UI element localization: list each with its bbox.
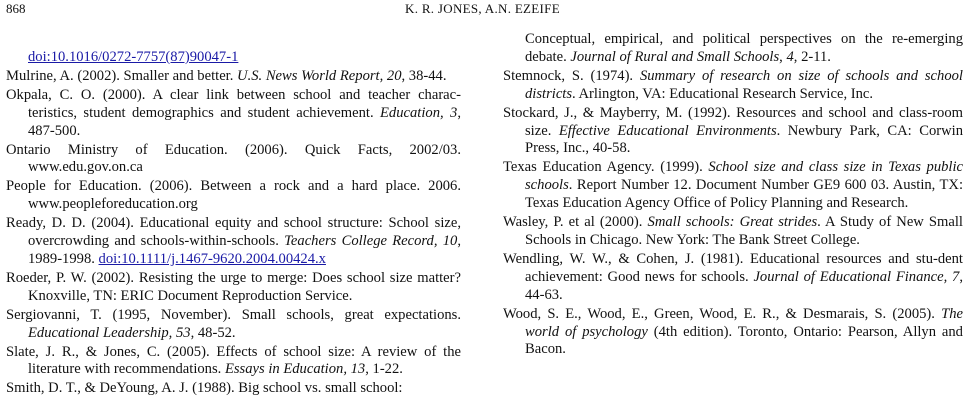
reference-text: . Arlington, VA: Educational Research Service, Inc. — [572, 85, 874, 102]
reference-entry — [6, 49, 461, 67]
reference-entry — [6, 178, 461, 214]
reference-entry — [6, 68, 461, 86]
reference-italic-text: Summary of research on size of schools and school districts — [525, 67, 963, 102]
reference-text: . A Study of New Small Schools in Chicago. New York: The Bank Street College. — [525, 214, 963, 248]
reference-text: Sergiovanni, T. (1995, November). Small schools, great expectations. — [6, 306, 461, 323]
reference-text: People for Education. (2006). Between a rock and a hard place. 2006. www.peopleforeducation.org — [6, 178, 461, 213]
running-head: K. R. JONES, A.N. EZEIFE — [405, 1, 560, 16]
reference-text: Wood, S. E., Wood, E., Green, Wood, E. R., & Desmarais, S. (2005). — [503, 305, 942, 322]
reference-entry — [6, 142, 461, 178]
reference-text: (4th edition). Toronto, Ontario: Pearson, Allyn and Bacon. — [525, 323, 963, 358]
reference-text: Ontario Ministry of Education. (2006). Quick Facts, 2002/03. www.edu.gov.on.ca — [6, 141, 461, 176]
reference-text: , 1989-1998. — [28, 233, 462, 267]
reference-italic-text: Journal of Educational Finance, 7 — [753, 268, 960, 285]
doi-link[interactable]: doi:10.1016/0272-7757(87)90047-1 — [28, 49, 239, 65]
reference-entry — [503, 251, 963, 305]
reference-entry — [6, 307, 461, 343]
reference-entry — [503, 68, 963, 104]
reference-text: , 44-63. — [525, 268, 963, 303]
reference-italic-text: Educational Leadership, 53 — [28, 324, 191, 341]
reference-text: Slate, J. R., & Jones, C. (2005). Effects of school size: A review of the literature with recommendations. — [6, 343, 461, 378]
reference-italic-text: Essays in Education, 13 — [224, 361, 366, 378]
doi-link[interactable]: doi:10.1111/j.1467-9620.2004.00424.x — [98, 250, 326, 267]
reference-italic-text: The world of psychology — [525, 305, 963, 340]
reference-entry — [6, 344, 461, 380]
reference-entry — [503, 214, 963, 250]
page-header — [0, 0, 965, 22]
reference-entry — [503, 31, 963, 67]
page-number: 868 — [6, 1, 26, 16]
reference-text: , 487-500. — [28, 104, 461, 139]
reference-italic-text: Education, 3 — [380, 104, 458, 121]
reference-italic-text: Journal of Rural and Small Schools — [570, 48, 780, 65]
reference-entry — [6, 270, 461, 306]
reference-entry — [6, 380, 461, 398]
reference-text: Okpala, C. O. (2000). A clear link between school and teacher charac-teristics, student demographics and student achievement. — [6, 86, 461, 121]
reference-italic-text: 4 — [786, 48, 794, 65]
reference-italic-text: Effective Educational Environments — [558, 122, 777, 139]
reference-text: , 48-52. — [190, 324, 236, 341]
reference-entry — [503, 159, 963, 213]
references-right-column — [503, 31, 963, 360]
reference-text: Mulrine, A. (2002). Smaller and better. — [6, 67, 238, 84]
reference-italic-text: Small schools: Great strides — [647, 214, 818, 231]
reference-text: , 2-11. — [793, 48, 831, 65]
reference-text: Wendling, W. W., & Cohen, J. (1981). Educational resources and stu-dent achievement: Good news for schools. — [503, 250, 963, 285]
reference-text: Stemnock, S. (1974). — [503, 67, 640, 84]
reference-italic-text: School size and class size in Texas public schools — [525, 159, 964, 194]
reference-entry — [503, 306, 963, 360]
reference-italic-text: Teachers College Record, 10 — [284, 233, 458, 250]
reference-text: , 38-44. — [401, 67, 447, 84]
references-left-column — [6, 49, 461, 399]
reference-text: Ready, D. D. (2004). Educational equity and school structure: School size, overcrowding and schools-within-schools. — [6, 215, 461, 250]
reference-text: Stockard, J., & Mayberry, M. (1992). Resources and school and class-room size. — [503, 104, 963, 139]
reference-entry — [503, 105, 963, 159]
reference-text: Texas Education Agency. (1999). — [503, 159, 709, 176]
reference-text: , — [779, 48, 787, 65]
reference-text: . Newbury Park, CA: Corwin Press, Inc., 40-58. — [525, 122, 963, 157]
reference-entry — [6, 87, 461, 141]
reference-text: . Report Number 12. Document Number GE9 600 03. Austin, TX: Texas Education Agency Office of Policy Planning and Research. — [525, 177, 963, 212]
reference-text: , 1-22. — [365, 361, 403, 378]
reference-italic-text: U.S. News World Report, 20 — [237, 67, 402, 84]
reference-entry — [6, 215, 461, 269]
reference-text: Smith, D. T., & DeYoung, A. J. (1988). Big school vs. small school: — [6, 380, 403, 397]
reference-text: Conceptual, empirical, and political perspectives on the re-emerging debate. — [525, 31, 963, 65]
reference-text: Wasley, P. et al (2000). — [503, 214, 648, 231]
reference-text: Roeder, P. W. (2002). Resisting the urge to merge: Does school size matter? Knoxville, TN: ERIC Document Reproduction Service. — [6, 269, 461, 304]
